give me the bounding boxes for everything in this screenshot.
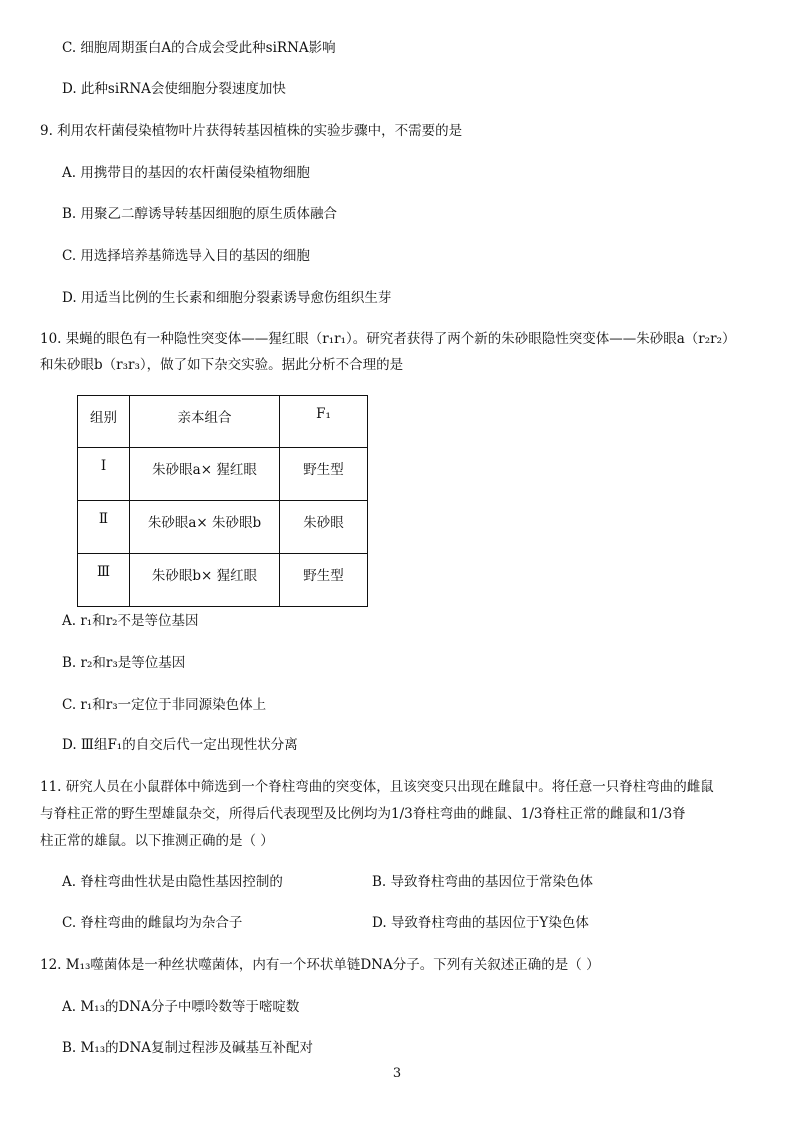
table-cell: 野生型 — [280, 554, 368, 607]
table-row — [78, 554, 368, 607]
q11-option-a: A. 脊柱弯曲性状是由隐性基因控制的 — [62, 874, 283, 890]
cross-experiment-table — [77, 395, 368, 607]
q10-option-a: A. r₁和r₂不是等位基因 — [62, 613, 199, 629]
q10-option-b: B. r₂和r₃是等位基因 — [62, 655, 186, 671]
table-cell: 朱砂眼b× 猩红眼 — [130, 554, 280, 607]
q11-stem-line1: 11. 研究人员在小鼠群体中筛选到一个脊柱弯曲的突变体，且该突变只出现在雌鼠中。将任意一只脊柱弯曲的雌鼠 — [40, 779, 714, 795]
table-cell: 朱砂眼 — [280, 501, 368, 554]
q10-stem-line2: 和朱砂眼b（r₃r₃），做了如下杂交实验。据此分析不合理的是 — [40, 357, 404, 373]
q9-stem: 9. 利用农杆菌侵染植物叶片获得转基因植株的实验步骤中，不需要的是 — [40, 123, 463, 139]
table-cell: Ⅲ — [78, 554, 130, 607]
table-header-cell: F₁ — [280, 396, 368, 448]
q11-option-c: C. 脊柱弯曲的雌鼠均为杂合子 — [62, 915, 243, 931]
q10-option-c: C. r₁和r₃一定位于非同源染色体上 — [62, 697, 267, 713]
table-cell: 朱砂眼a× 猩红眼 — [130, 448, 280, 501]
q10-stem-line1: 10. 果蝇的眼色有一种隐性突变体——猩红眼（r₁r₁）。研究者获得了两个新的朱砂眼隐性突变体——朱砂眼a（r₂r₂） — [40, 331, 736, 347]
q11-stem-line2: 与脊柱正常的野生型雄鼠杂交，所得后代表现型及比例均为1/3脊柱弯曲的雌鼠、1/3脊柱正常的雌鼠和1/3脊 — [40, 806, 686, 822]
table-header-cell: 组别 — [78, 396, 130, 448]
table-row — [78, 501, 368, 554]
q9-option-d: D. 用适当比例的生长素和细胞分裂素诱导愈伤组织生芽 — [62, 290, 392, 306]
page-number: 3 — [392, 1066, 402, 1081]
q11-option-d: D. 导致脊柱弯曲的基因位于Y染色体 — [372, 915, 589, 931]
q10-option-d: D. Ⅲ组F₁的自交后代一定出现性状分离 — [62, 737, 298, 753]
table-row — [78, 448, 368, 501]
q11-option-b: B. 导致脊柱弯曲的基因位于常染色体 — [372, 874, 594, 890]
q9-option-b: B. 用聚乙二醇诱导转基因细胞的原生质体融合 — [62, 206, 338, 222]
q8-option-c: C. 细胞周期蛋白A的合成会受此种siRNA影响 — [62, 40, 336, 56]
table-header-cell: 亲本组合 — [130, 396, 280, 448]
q12-option-a: A. M₁₃的DNA分子中嘌呤数等于嘧啶数 — [62, 999, 300, 1015]
q12-stem: 12. M₁₃噬菌体是一种丝状噬菌体，内有一个环状单链DNA分子。下列有关叙述正确的是（ ） — [40, 957, 600, 973]
table-cell: 朱砂眼a× 朱砂眼b — [130, 501, 280, 554]
table-cell: Ⅰ — [78, 448, 130, 501]
table-cell: 野生型 — [280, 448, 368, 501]
q12-option-b: B. M₁₃的DNA复制过程涉及碱基互补配对 — [62, 1040, 314, 1056]
q11-stem-line3: 柱正常的雄鼠。以下推测正确的是（ ） — [40, 833, 274, 849]
q9-option-c: C. 用选择培养基筛选导入目的基因的细胞 — [62, 248, 310, 264]
q9-option-a: A. 用携带目的基因的农杆菌侵染植物细胞 — [62, 165, 310, 181]
table-header-row — [78, 396, 368, 448]
table-cell: Ⅱ — [78, 501, 130, 554]
q8-option-d: D. 此种siRNA会使细胞分裂速度加快 — [62, 81, 286, 97]
